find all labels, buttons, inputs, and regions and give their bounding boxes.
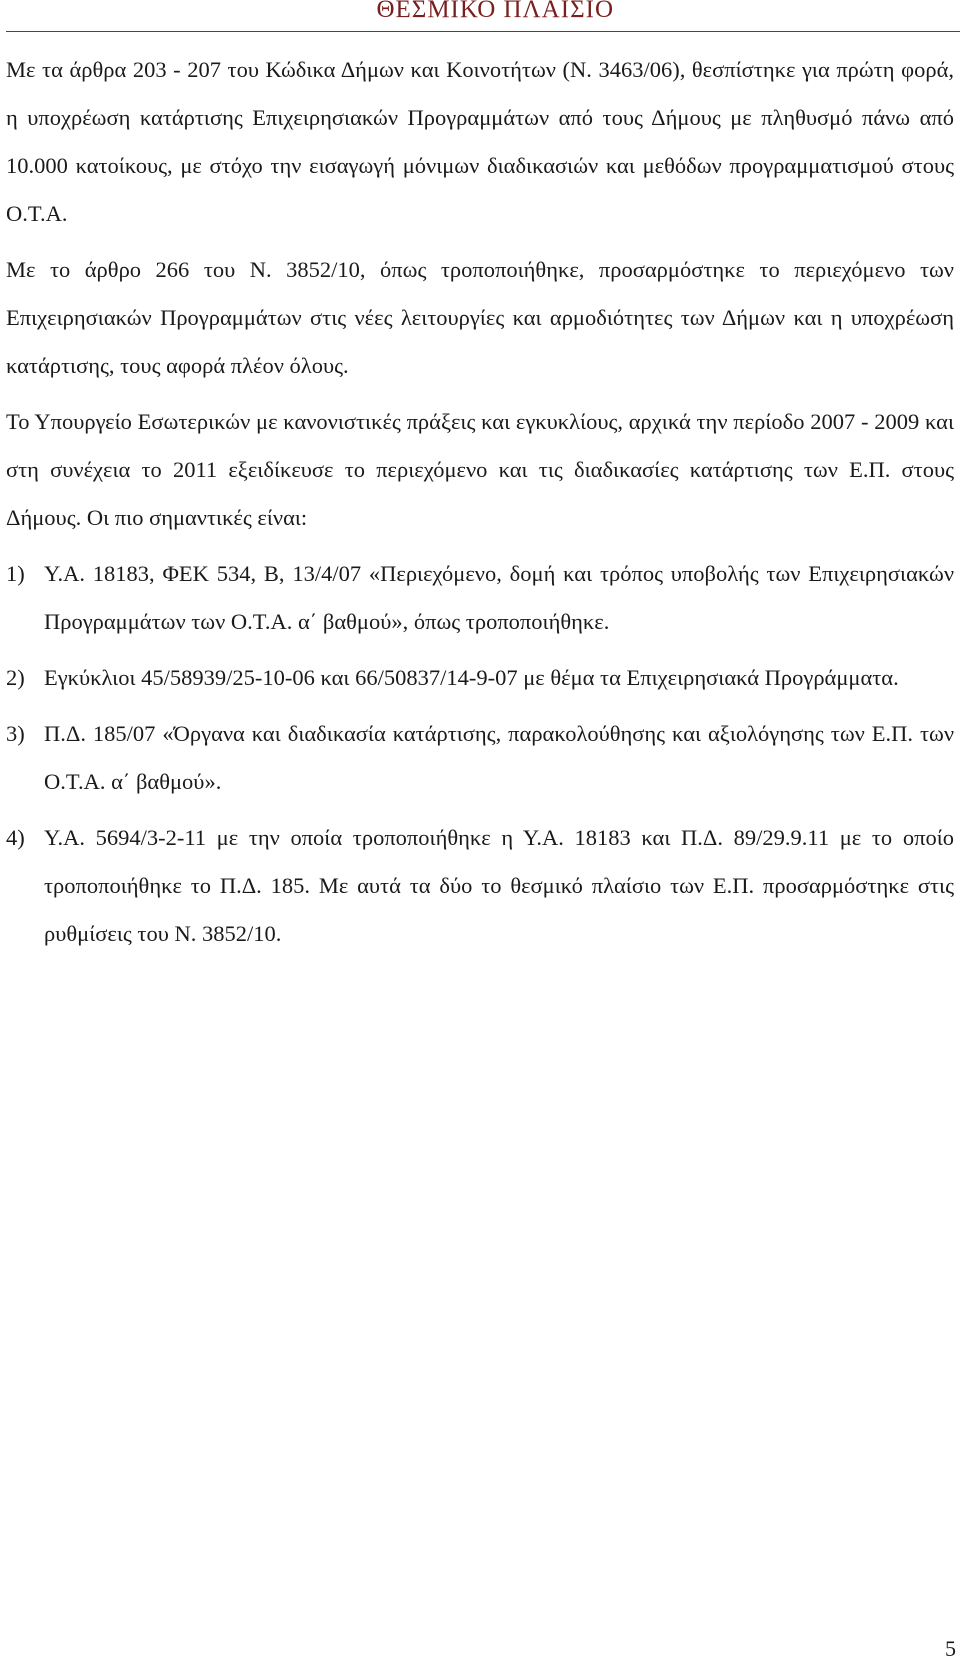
list-item <box>6 550 954 646</box>
paragraph-intro: Με τα άρθρα 203 - 207 του Κώδικα Δήμων και Κοινοτήτων (Ν. 3463/06), θεσπίστηκε για πρώτη φορά, η υποχρέωση κατάρτισης Επιχειρησιακών Προγραμμάτων από τους Δήμους με πληθυσμό πάνω από 10.000 κατοίκους, με στόχο την εισαγωγή μόνιμων διαδικασιών και μεθόδων προγραμματισμού στους Ο.Τ.Α. <box>6 57 954 226</box>
list-item-text: Υ.Α. 18183, ΦΕΚ 534, Β, 13/4/07 «Περιεχόμενο, δομή και τρόπος υποβολής των Επιχειρησιακών Προγραμμάτων των Ο.Τ.Α. α΄ βαθμού», όπως τροποποιήθηκε. <box>44 561 954 634</box>
list-item-number: 2) <box>6 665 25 690</box>
list-item <box>6 654 954 702</box>
document-body <box>6 46 954 966</box>
list-item-text: Υ.Α. 5694/3-2-11 με την οποία τροποποιήθηκε η Υ.Α. 18183 και Π.Δ. 89/29.9.11 με το οποίο τροποποιήθηκε το Π.Δ. 185. Με αυτά τα δύο το θεσμικό πλαίσιο των Ε.Π. προσαρμόστηκε στις ρυθμίσεις του Ν. 3852/10. <box>44 825 954 946</box>
paragraph-ministry: Το Υπουργείο Εσωτερικών με κανονιστικές πράξεις και εγκυκλίους, αρχικά την περίοδο 2007 - 2009 και στη συνέχεια το 2011 εξειδίκευσε το περιεχόμενο και τις διαδικασίες κατάρτισης των Ε.Π. στους Δήμους. Οι πιο σημαντικές είναι: <box>6 409 954 530</box>
list-item-number: 1) <box>6 561 25 586</box>
list-item-number: 3) <box>6 721 25 746</box>
list-item-text: Εγκύκλιοι 45/58939/25-10-06 και 66/50837/14-9-07 με θέμα τα Επιχειρησιακά Προγράμματα. <box>44 665 899 690</box>
list-item <box>6 710 954 806</box>
header-divider <box>6 31 960 32</box>
list-item <box>6 814 954 958</box>
paragraph-law-3852: Με το άρθρο 266 του Ν. 3852/10, όπως τροποποιήθηκε, προσαρμόστηκε το περιεχόμενο των Επιχειρησιακών Προγραμμάτων στις νέες λειτουργίες και αρμοδιότητες των Δήμων και η υποχρέωση κατάρτισης, τους αφορά πλέον όλους. <box>6 257 954 378</box>
list-item-text: Π.Δ. 185/07 «Όργανα και διαδικασία κατάρτισης, παρακολούθησης και αξιολόγησης των Ε.Π. των Ο.Τ.Α. α΄ βαθμού». <box>44 721 954 794</box>
page-header <box>0 0 960 36</box>
page-number: 5 <box>945 1636 956 1661</box>
list-item-number: 4) <box>6 825 25 850</box>
section-title: ΘΕΣΜΙΚΟ ΠΛΑΙΣΙΟ <box>376 0 614 23</box>
